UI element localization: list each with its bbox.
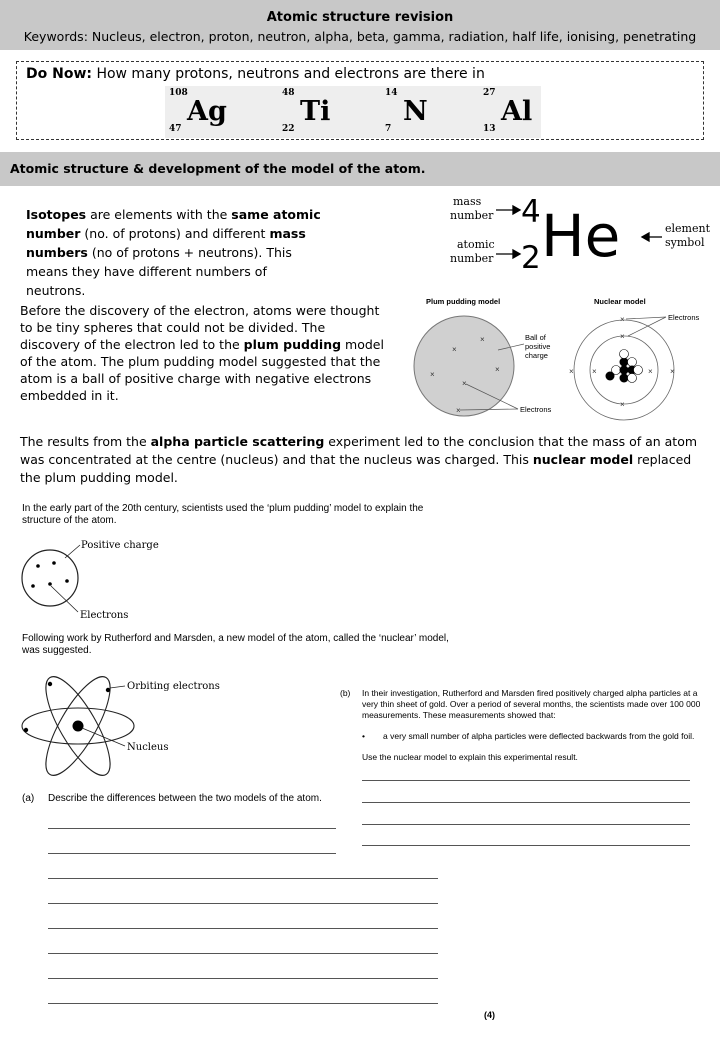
marks-label: (4) bbox=[484, 1010, 495, 1020]
nucleus-cluster bbox=[606, 350, 643, 383]
nuclear-model-title: Nuclear model bbox=[594, 297, 646, 306]
answer-line[interactable] bbox=[362, 780, 690, 781]
he-symbol: He bbox=[541, 202, 621, 270]
atomic-number: 47 bbox=[169, 124, 182, 134]
element-al bbox=[479, 86, 559, 138]
mass-number: 108 bbox=[169, 88, 188, 98]
text-run: Before the discovery of the electron, atoms were thought to be tiny spheres that could not be divided. The discovery of the electron led to the bbox=[20, 303, 380, 352]
page-header bbox=[0, 0, 720, 50]
mass-number: 48 bbox=[282, 88, 295, 98]
atomic-number: 13 bbox=[483, 124, 496, 134]
answer-line[interactable] bbox=[362, 845, 690, 846]
plum-pudding-term: plum pudding bbox=[243, 337, 342, 352]
mass-label-1: mass bbox=[453, 195, 482, 208]
answer-line[interactable] bbox=[48, 828, 336, 829]
do-now-box bbox=[16, 61, 704, 140]
do-now-question bbox=[26, 66, 485, 82]
text-run: model of the atom. The plum pudding model suggested that the atom is a ball of positive charge with negative electrons embedded in it. bbox=[20, 337, 384, 403]
answer-line[interactable] bbox=[48, 953, 438, 954]
isotopes-paragraph bbox=[26, 205, 326, 300]
mass-numbers-term: mass numbers bbox=[26, 226, 306, 260]
answer-line[interactable] bbox=[362, 824, 690, 825]
text-run: experiment led to the conclusion that the mass of an atom was concentrated at the centre (nucleus) and that the nucleus was charged. This bbox=[20, 434, 698, 467]
ball-label-3: charge bbox=[525, 351, 548, 360]
electrons-label: Electrons bbox=[80, 610, 129, 621]
exam-following: Following work by Rutherford and Marsden, a new model of the atom, called the ‘nuclear’ model, was suggested. bbox=[22, 633, 449, 656]
do-now-text: How many protons, neutrons and electrons are there in bbox=[96, 66, 485, 82]
svg-text:×: × bbox=[670, 367, 675, 376]
nucleus-label: Nucleus bbox=[127, 742, 169, 753]
nucleus-dot bbox=[73, 721, 84, 732]
positive-charge-label: Positive charge bbox=[81, 540, 159, 551]
helium-notation-diagram bbox=[440, 190, 710, 275]
he-atomic-number: 2 bbox=[521, 240, 541, 275]
bullet: • bbox=[362, 731, 365, 741]
same-atomic-number-term: same atomic number bbox=[26, 207, 321, 241]
section-title: Atomic structure & development of the model of the atom. bbox=[0, 152, 720, 186]
answer-line[interactable] bbox=[48, 978, 438, 979]
svg-text:×: × bbox=[452, 345, 457, 354]
atom-models-diagram bbox=[408, 292, 708, 424]
alpha-scattering-term: alpha particle scattering bbox=[150, 434, 325, 449]
svg-text:×: × bbox=[430, 370, 435, 379]
question-b-text: In their investigation, Rutherford and Marsden fired positively charged alpha particles at a very thin sheet of gold. Over a period of several months, the scientists made over 100 000 measurements. These measurements showed that: bbox=[362, 688, 701, 720]
element-symbol: Ag bbox=[187, 96, 227, 127]
svg-text:×: × bbox=[620, 400, 625, 409]
svg-text:×: × bbox=[462, 379, 467, 388]
svg-text:×: × bbox=[456, 406, 461, 415]
answer-line[interactable] bbox=[48, 903, 438, 904]
isotopes-term: Isotopes bbox=[26, 207, 87, 222]
question-b-bullet-text: a very small number of alpha particles were deflected backwards from the gold foil. bbox=[383, 731, 695, 741]
question-b-number: (b) bbox=[340, 688, 351, 698]
atomic-number: 7 bbox=[385, 124, 392, 134]
electrons-label-nuclear: Electrons bbox=[668, 313, 700, 322]
element-ag bbox=[165, 86, 245, 138]
answer-line[interactable] bbox=[48, 928, 438, 929]
element-symbol: Al bbox=[501, 96, 533, 127]
text-run: (no. of protons) and different bbox=[80, 226, 270, 241]
atomic-number: 22 bbox=[282, 124, 295, 134]
element-symbol: N bbox=[403, 96, 428, 127]
svg-text:×: × bbox=[480, 335, 485, 344]
do-now-label: Do Now: bbox=[26, 66, 92, 82]
element-symbols bbox=[165, 86, 541, 138]
svg-text:×: × bbox=[569, 367, 574, 376]
text-run: replaced the plum pudding model. bbox=[20, 452, 692, 485]
element-label-1: element bbox=[665, 222, 710, 235]
answer-line[interactable] bbox=[362, 802, 690, 803]
ball-label-1: Ball of bbox=[525, 333, 546, 342]
text-run: (no of protons + neutrons). This means they have different numbers of neutrons. bbox=[26, 245, 292, 298]
svg-text:×: × bbox=[592, 367, 597, 376]
text-run: The results from the bbox=[20, 434, 151, 449]
nuclear-model-sketch bbox=[18, 668, 238, 786]
question-a-number: (a) bbox=[22, 793, 35, 804]
element-symbol: Ti bbox=[300, 96, 331, 127]
keywords: Keywords: Nucleus, electron, proton, neutron, alpha, beta, gamma, radiation, half life, ionising, penetrating bbox=[23, 29, 697, 44]
atomic-label-2: number bbox=[450, 252, 494, 265]
svg-text:×: × bbox=[495, 365, 500, 374]
he-mass-number: 4 bbox=[521, 194, 541, 230]
answer-line[interactable] bbox=[48, 1003, 438, 1004]
question-b-instruction: Use the nuclear model to explain this experimental result. bbox=[362, 752, 578, 762]
alpha-scattering-paragraph bbox=[20, 433, 700, 487]
answer-line[interactable] bbox=[48, 853, 336, 854]
element-n bbox=[381, 86, 461, 138]
page-title: Atomic structure revision bbox=[266, 10, 454, 25]
answer-line[interactable] bbox=[48, 878, 438, 879]
orbiting-electrons-label: Orbiting electrons bbox=[127, 681, 220, 692]
element-ti bbox=[278, 86, 358, 138]
exam-intro: In the early part of the 20th century, scientists used the ‘plum pudding’ model to explain the structure of the atom. bbox=[22, 503, 424, 526]
svg-text:×: × bbox=[648, 367, 653, 376]
ball-label-2: positive bbox=[525, 342, 551, 351]
mass-label-2: number bbox=[450, 209, 494, 222]
element-label-2: symbol bbox=[665, 236, 705, 249]
mass-number: 14 bbox=[385, 88, 398, 98]
plum-model-title: Plum pudding model bbox=[426, 297, 501, 306]
question-a-text: Describe the differences between the two models of the atom. bbox=[48, 793, 322, 804]
mass-number: 27 bbox=[483, 88, 496, 98]
atomic-label-1: atomic bbox=[457, 238, 495, 251]
svg-text:×: × bbox=[620, 315, 625, 324]
plum-pudding-paragraph bbox=[20, 302, 388, 404]
plum-pudding-sketch bbox=[18, 530, 188, 625]
electrons-label-plum: Electrons bbox=[520, 405, 552, 414]
svg-text:×: × bbox=[620, 332, 625, 341]
nuclear-model-term: nuclear model bbox=[532, 452, 634, 467]
text-run: are elements with the bbox=[86, 207, 232, 222]
